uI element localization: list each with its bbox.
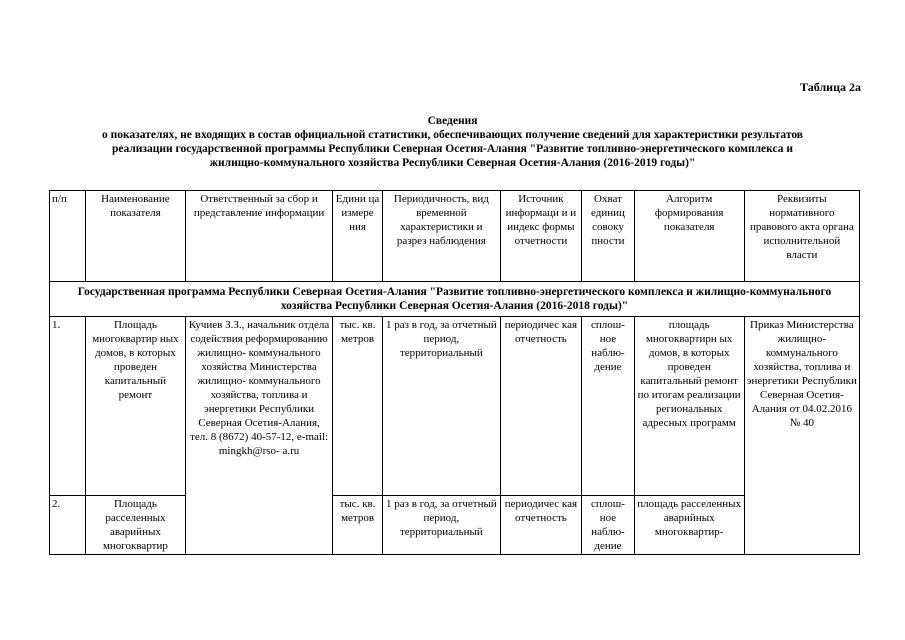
row-num: 1. xyxy=(50,317,86,496)
row-algorithm: площадь расселенных аварийных многоквартир- xyxy=(634,496,744,555)
indicators-table xyxy=(49,190,860,555)
legal-act-cell: Приказ Министерства жилищно- коммунального хозяйства, топлива и энергетики Республики Северная Осетия- Алания от 04.02.2016 № 40 xyxy=(744,317,859,555)
heading-line-3: реализации государственной программы Республики Северная Осетия-Алания "Развитие топливно-энергетического комплекса и xyxy=(112,143,793,155)
program-row xyxy=(50,282,860,317)
col-header-name: Наименование показателя xyxy=(85,191,186,282)
responsible-cell: Кучиев З.З., начальник отдела содействия реформированию жилищно- коммунального хозяйства Министерства жилищно- коммунального хозяйства, топлива и энергетики Республики Северная Осетия-Алания, тел. 8 (8672) 40-57-12, e-mail: mingkh@rso- a.ru xyxy=(186,317,333,555)
col-header-legal-act: Реквизиты нормативного правового акта органа исполнительной власти xyxy=(744,191,859,282)
heading-line-1: Сведения xyxy=(427,115,478,127)
row-num: 2. xyxy=(50,496,86,555)
table-label: Таблица 2а xyxy=(800,80,861,94)
row-coverage: сплош- ное наблю- дение xyxy=(582,317,634,496)
row-coverage: сплош- ное наблю- дение xyxy=(582,496,634,555)
table-row xyxy=(50,496,860,555)
row-name: Площадь многоквартир ных домов, в которых проведен капитальный ремонт xyxy=(85,317,186,496)
heading-line-4: жилищно-коммунального хозяйства Республики Северная Осетия-Алания (2016-2019 годы)" xyxy=(209,157,696,169)
row-source: периодичес кая отчетность xyxy=(500,496,582,555)
col-header-algorithm: Алгоритм формирования показателя xyxy=(634,191,744,282)
col-header-num: п/п xyxy=(50,191,86,282)
col-header-coverage: Охват единиц совоку пности xyxy=(582,191,634,282)
row-source: периодичес кая отчетность xyxy=(500,317,582,496)
row-name: Площадь расселенных аварийных многоквартир xyxy=(85,496,186,555)
col-header-responsible: Ответственный за сбор и представление информации xyxy=(186,191,333,282)
program-title: Государственная программа Республики Северная Осетия-Алания "Развитие топливно-энергетического комплекса и жилищно-коммунального хозяйства Республики Северная Осетия-Алания (2016-2018 годы)" xyxy=(50,282,860,317)
row-algorithm: площадь многоквартирн ых домов, в которых проведен капитальный ремонт по итогам реализации региональных адресных программ xyxy=(634,317,744,496)
heading-line-2: о показателях, не входящих в состав официальной статистики, обеспечивающих получение сведений для характеристики результатов xyxy=(101,129,804,141)
row-unit: тыс. кв. метров xyxy=(332,496,382,555)
document-heading xyxy=(44,114,861,170)
col-header-unit: Едини ца измере ния xyxy=(332,191,382,282)
row-period: 1 раз в год, за отчетный период, территориальный xyxy=(383,317,500,496)
table-header-row xyxy=(50,191,860,282)
col-header-source: Источник информаци и и индекс формы отчетности xyxy=(500,191,582,282)
row-unit: тыс. кв. метров xyxy=(332,317,382,496)
table-row xyxy=(50,317,860,496)
row-period: 1 раз в год, за отчетный период, территориальный xyxy=(383,496,500,555)
col-header-period: Периодичность, вид временной характеристики и разрез наблюдения xyxy=(383,191,500,282)
